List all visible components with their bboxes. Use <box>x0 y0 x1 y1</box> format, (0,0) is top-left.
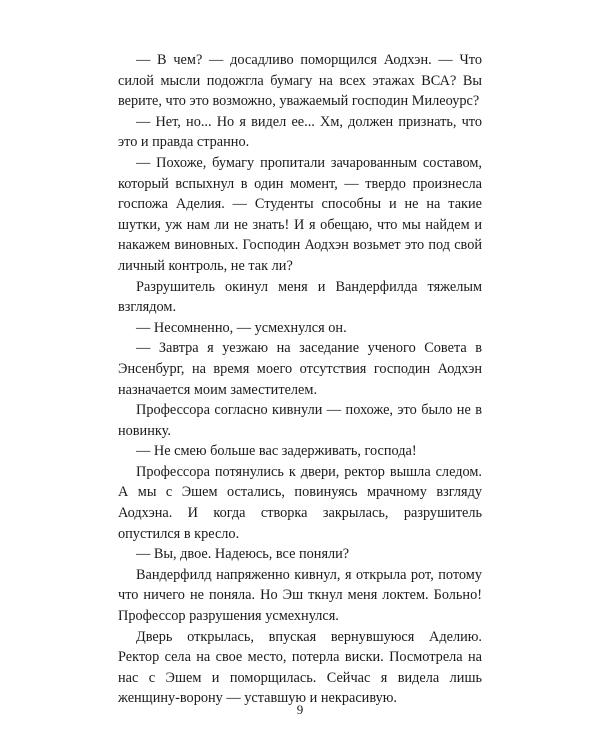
paragraph-2: — Нет, но... Но я видел ее... Хм, должен признать, что это и правда странно. <box>118 113 482 151</box>
paragraph-12: Дверь открылась, впуская вернувшуюся Аделию. Ректор села на свое место, потерла виски. Посмотрела на нас с Эшем и поморщилась. Сейчас я видела лишь женщину-ворону — уставшую и некрасивую. <box>118 628 482 707</box>
paragraph-9: Профессора потянулись к двери, ректор вышла следом. А мы с Эшем остались, повинуясь мрачному взгляду Аодхэна. И когда створка закрылась, разрушитель опустился в кресло. <box>118 463 482 542</box>
page-number: 9 <box>296 702 304 717</box>
paragraph-11: Вандерфилд напряженно кивнул, я открыла рот, потому что ничего не поняла. Но Эш ткнул меня локтем. Больно! Профессор разрушения усмехнулся. <box>118 566 482 625</box>
paragraph-10: — Вы, двое. Надеюсь, все поняли? <box>136 546 350 563</box>
paragraph-4: Разрушитель окинул меня и Вандерфилда тяжелым взглядом. <box>118 278 482 316</box>
body-text <box>118 50 482 709</box>
paragraph-8: — Не смею больше вас задерживать, господа! <box>136 443 417 460</box>
paragraph-6: — Завтра я уезжаю на заседание ученого Совета в Энсенбург, на время моего отсутствия господин Аодхэн назначается моим заместителем. <box>118 340 482 398</box>
paragraph-3: — Похоже, бумагу пропитали зачарованным составом, который вспыхнул в один момент, — твердо произнесла госпожа Аделия. — Студенты способны и не на такие шутки, уж нам ли не знать! И я обещаю, что мы найдем и накажем виновных. Господин Аодхэн возьмет это под свой личный контроль, не так ли? <box>118 154 482 274</box>
paragraph-5: — Несомненно, — усмехнулся он. <box>136 319 347 336</box>
paragraph-1: — В чем? — досадливо поморщился Аодхэн. — Что силой мысли подожгла бумагу на всех этажах ВСА? Вы верите, что это возможно, уважаемый господин Милеоурс? <box>118 52 482 110</box>
paragraph-7: Профессора согласно кивнули — похоже, это было не в новинку. <box>118 402 482 439</box>
